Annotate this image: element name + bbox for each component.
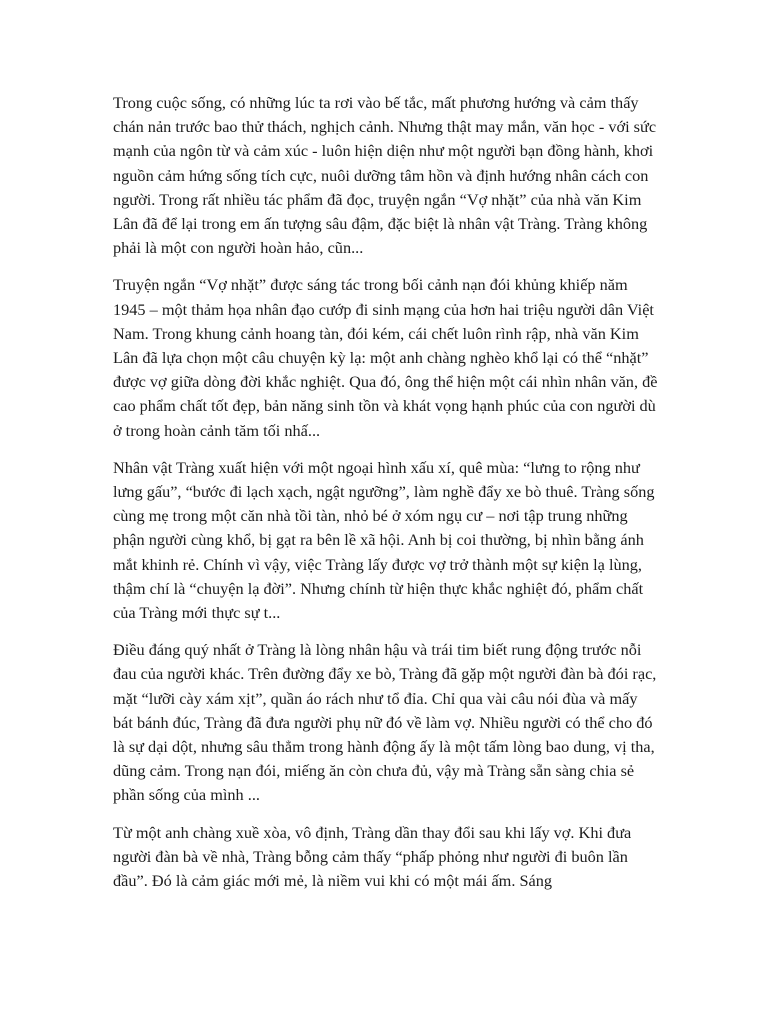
paragraph-kindness: Điều đáng quý nhất ở Tràng là lòng nhân hậu và trái tim biết rung động trước nỗi đau của người khác. Trên đường đẩy xe bò, Tràng đã gặp một người đàn bà đói rạc, mặt “lưỡi cày xám xịt”, quần áo rách như tổ đỉa. Chỉ qua vài câu nói đùa và mấy bát bánh đúc, Tràng đã đưa người phụ nữ đó về làm vợ. Nhiều người có thể cho đó là sự dại dột, nhưng sâu thẳm trong hành động ấy là một tấm lòng bao dung, vị tha, dũng cảm. Trong nạn đói, miếng ăn còn chưa đủ, vậy mà Tràng sẵn sàng chia sẻ phần sống của mình ... [113, 640, 657, 805]
paragraph-appearance: Nhân vật Tràng xuất hiện với một ngoại hình xấu xí, quê mùa: “lưng to rộng như lưng gấu”, “bước đi lạch xạch, ngật ngưỡng”, làm nghề đẩy xe bò thuê. Tràng sống cùng mẹ trong một căn nhà tồi tàn, nhỏ bé ở xóm ngụ cư – nơi tập trung những phận người cùng khổ, bị gạt ra bên lề xã hội. Anh bị coi thường, bị nhìn bằng ánh mắt khinh rẻ. Chính vì vậy, việc Tràng lấy được vợ trở thành một sự kiện lạ lùng, thậm chí là “chuyện lạ đời”. Nhưng chính từ hiện thực khắc nghiệt đó, phẩm chất của Tràng mới thực sự t... [113, 457, 655, 623]
document-body [113, 91, 658, 906]
paragraph-intro: Trong cuộc sống, có những lúc ta rơi vào bế tắc, mất phương hướng và cảm thấy chán nản trước bao thử thách, nghịch cảnh. Nhưng thật may mắn, văn học - với sức mạnh của ngôn từ và cảm xúc - luôn hiện diện như một người bạn đồng hành, khơi nguồn cảm hứng sống tích cực, nuôi dưỡng tâm hồn và định hướng nhân cách con người. Trong rất nhiều tác phẩm đã đọc, truyện ngắn “Vợ nhặt” của nhà văn Kim Lân đã để lại trong em ấn tượng sâu đậm, đặc biệt là nhân vật Tràng. Tràng không phải là một con người hoàn hảo, cũn... [113, 93, 657, 258]
paragraph-change: Từ một anh chàng xuề xòa, vô định, Tràng dần thay đổi sau khi lấy vợ. Khi đưa người đàn bà về nhà, Tràng bỗng cảm thấy “phấp phỏng như người đi buôn lần đầu”. Đó là cảm giác mới mẻ, là niềm vui khi có một mái ấm. Sáng [113, 822, 632, 891]
paragraph-context: Truyện ngắn “Vợ nhặt” được sáng tác trong bối cảnh nạn đói khủng khiếp năm 1945 – một thảm họa nhân đạo cướp đi sinh mạng của hơn hai triệu người dân Việt Nam. Trong khung cảnh hoang tàn, đói kém, cái chết luôn rình rập, nhà văn Kim Lân đã lựa chọn một câu chuyện kỳ lạ: một anh chàng nghèo khổ lại có thể “nhặt” được vợ giữa dòng đời khắc nghiệt. Qua đó, ông thể hiện một cái nhìn nhân văn, đề cao phẩm chất tốt đẹp, bản năng sinh tồn và khát vọng hạnh phúc của con người dù ở trong hoàn cảnh tăm tối nhấ... [113, 275, 658, 440]
